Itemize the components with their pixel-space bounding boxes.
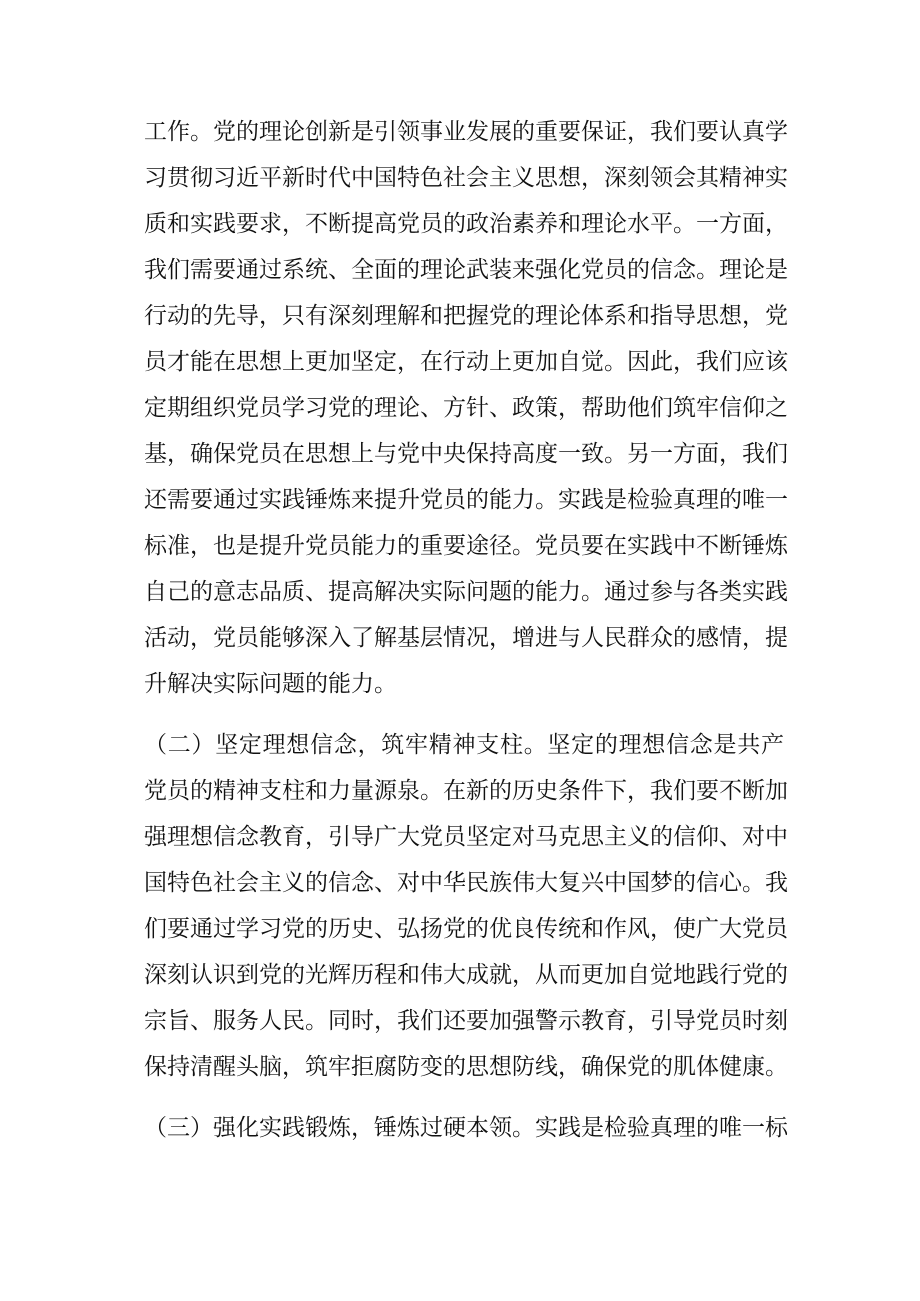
text-line: 质和实践要求，不断提高党员的政治素养和理论水平。一方面， (144, 211, 788, 237)
text-line: 工作。党的理论创新是引领事业发展的重要保证，我们要认真学 (144, 119, 788, 145)
text-line: 自己的意志品质、提高解决实际问题的能力。通过参与各类实践 (144, 579, 788, 605)
section-heading-line: （二）坚定理想信念，筑牢精神支柱。坚定的理想信念是共产 (144, 732, 784, 758)
text-line: 还需要通过实践锤炼来提升党员的能力。实践是检验真理的唯一 (144, 487, 788, 513)
text-line: 深刻认识到党的光辉历程和伟大成就，从而更加自觉地践行党的 (144, 962, 788, 988)
text-line: 行动的先导，只有深刻理解和把握党的理论体系和指导思想，党 (144, 303, 788, 329)
text-line: 升解决实际问题的能力。 (144, 671, 397, 697)
text-line: 活动，党员能够深入了解基层情况，增进与人民群众的感情，提 (144, 625, 788, 651)
text-line: 国特色社会主义的信念、对中华民族伟大复兴中国梦的信心。我 (144, 870, 788, 896)
text-line: 宗旨、服务人民。同时，我们还要加强警示教育，引导党员时刻 (144, 1008, 788, 1034)
text-line: 员才能在思想上更加坚定，在行动上更加自觉。因此，我们应该 (144, 349, 788, 375)
text-line: 强理想信念教育，引导广大党员坚定对马克思主义的信仰、对中 (144, 824, 788, 850)
text-line: 标准，也是提升党员能力的重要途径。党员要在实践中不断锤炼 (144, 533, 788, 559)
text-line: 定期组织党员学习党的理论、方针、政策，帮助他们筑牢信仰之 (144, 395, 788, 421)
text-line: 习贯彻习近平新时代中国特色社会主义思想，深刻领会其精神实 (144, 165, 788, 191)
text-line: 保持清醒头脑，筑牢拒腐防变的思想防线，确保党的肌体健康。 (144, 1054, 788, 1080)
text-line: 基，确保党员在思想上与党中央保持高度一致。另一方面，我们 (144, 441, 788, 467)
text-line: 们要通过学习党的历史、弘扬党的优良传统和作风，使广大党员 (144, 916, 788, 942)
text-line: 我们需要通过系统、全面的理论武装来强化党员的信念。理论是 (144, 257, 788, 283)
section-heading-line: （三）强化实践锻炼，锤炼过硬本领。实践是检验真理的唯一标 (144, 1115, 788, 1141)
text-line: 党员的精神支柱和力量源泉。在新的历史条件下，我们要不断加 (144, 778, 788, 804)
